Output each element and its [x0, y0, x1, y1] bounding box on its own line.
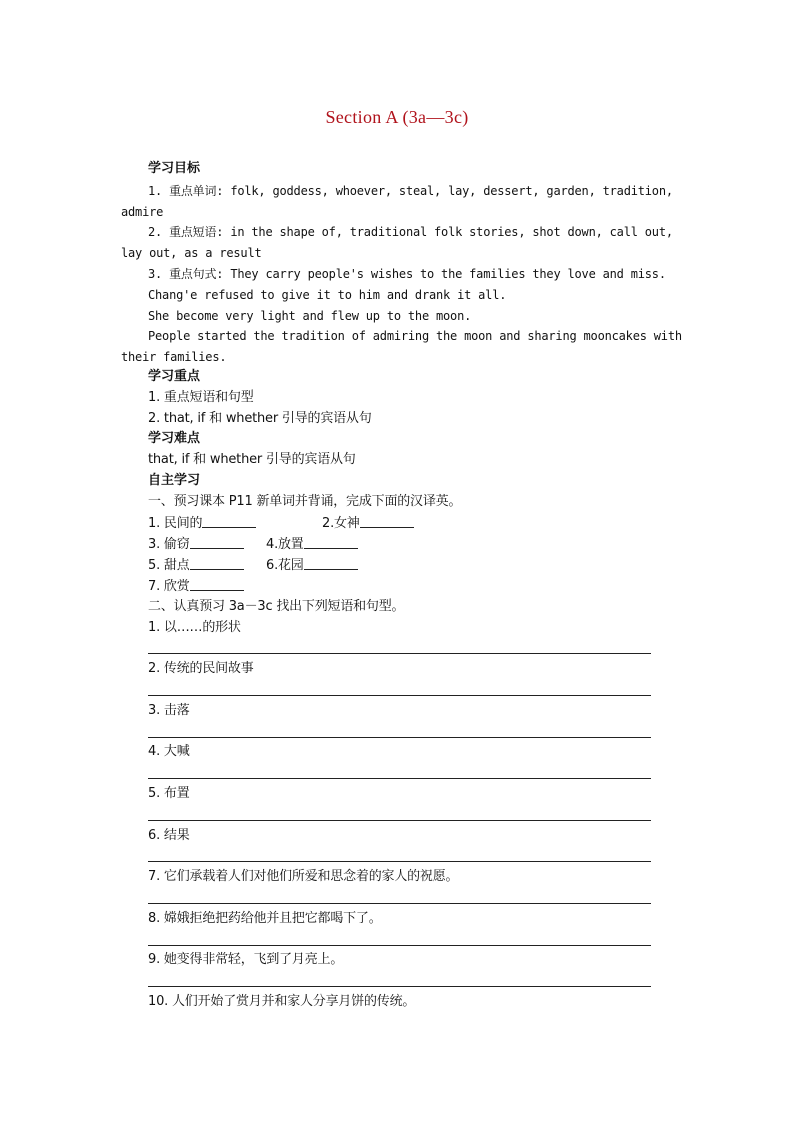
goals-sentence-2: Chang'e refused to give it to him and drank it all.: [148, 288, 507, 302]
goals-sentence-4: People started the tradition of admiring the moon and sharing mooncakes with: [148, 329, 682, 343]
phrase-prompt: 4. 大喊: [148, 744, 190, 759]
answer-blank[interactable]: [190, 578, 244, 591]
vocab-label: 5. 甜点: [148, 558, 190, 573]
sentence-prompt: 8. 嫦娥拒绝把药给他并且把它都喝下了。: [148, 911, 382, 926]
page-title: Section A (3a—3c): [325, 107, 469, 127]
answer-line[interactable]: [148, 737, 651, 738]
difficulties-heading: 学习难点: [148, 431, 201, 446]
goals-heading: 学习目标: [148, 161, 201, 176]
answer-line[interactable]: [148, 653, 651, 654]
answer-line[interactable]: [148, 861, 651, 862]
vocab-row-1: [148, 515, 256, 532]
answer-blank[interactable]: [190, 536, 244, 549]
answer-line[interactable]: [148, 820, 651, 821]
answer-blank[interactable]: [360, 515, 414, 528]
vocab-label: 4.放置: [266, 537, 304, 552]
answer-blank[interactable]: [190, 557, 244, 570]
vocab-label: 1. 民间的: [148, 516, 203, 531]
sentence-prompt: 10. 人们开始了赏月并和家人分享月饼的传统。: [148, 994, 416, 1009]
goals-sentence-4-cont: their families.: [121, 350, 227, 364]
phrase-prompt: 3. 击落: [148, 703, 190, 718]
key-points-item-1: 1. 重点短语和句型: [148, 390, 254, 405]
answer-blank[interactable]: [304, 536, 358, 549]
answer-line[interactable]: [148, 903, 651, 904]
self-study-part-2: 二、认真预习 3a－3c 找出下列短语和句型。: [148, 599, 405, 614]
answer-line[interactable]: [148, 778, 651, 779]
vocab-row-2: [148, 536, 244, 553]
phrase-prompt: 1. 以……的形状: [148, 620, 241, 635]
answer-line[interactable]: [148, 986, 651, 987]
goals-item-3: 3. 重点句式: They carry people's wishes to the families they love and miss.: [148, 267, 666, 281]
goals-item-1: 1. 重点单词: folk, goddess, whoever, steal, lay, dessert, garden, tradition,: [148, 184, 673, 198]
vocab-row-3b: [266, 557, 358, 574]
self-study-heading: 自主学习: [148, 473, 201, 488]
answer-line[interactable]: [148, 945, 651, 946]
answer-blank[interactable]: [202, 515, 256, 528]
vocab-row-2b: [266, 536, 358, 553]
vocab-row-4: [148, 578, 244, 595]
goals-sentence-3: She become very light and flew up to the moon.: [148, 309, 472, 323]
self-study-part-1: 一、预习课本 P11 新单词并背诵，完成下面的汉译英。: [148, 494, 462, 509]
vocab-label: 7. 欣赏: [148, 579, 190, 594]
sentence-prompt: 9. 她变得非常轻，飞到了月亮上。: [148, 952, 344, 967]
vocab-label: 6.花园: [266, 558, 304, 573]
vocab-label: 3. 偷窃: [148, 537, 190, 552]
key-points-item-2: 2. that, if 和 whether 引导的宾语从句: [148, 411, 372, 426]
goals-item-2: 2. 重点短语: in the shape of, traditional folk stories, shot down, call out,: [148, 225, 673, 239]
vocab-row-3: [148, 557, 244, 574]
answer-blank[interactable]: [304, 557, 358, 570]
vocab-label: 2.女神: [322, 516, 360, 531]
goals-item-1-cont: admire: [121, 205, 164, 219]
answer-line[interactable]: [148, 695, 651, 696]
phrase-prompt: 5. 布置: [148, 786, 190, 801]
key-points-heading: 学习重点: [148, 369, 201, 384]
sentence-prompt: 7. 它们承载着人们对他们所爱和思念着的家人的祝愿。: [148, 869, 459, 884]
phrase-prompt: 2. 传统的民间故事: [148, 661, 254, 676]
difficulties-item-1: that, if 和 whether 引导的宾语从句: [148, 452, 356, 467]
goals-item-2-cont: lay out, as a result: [121, 246, 262, 260]
vocab-row-1b: [322, 515, 414, 532]
phrase-prompt: 6. 结果: [148, 828, 190, 843]
